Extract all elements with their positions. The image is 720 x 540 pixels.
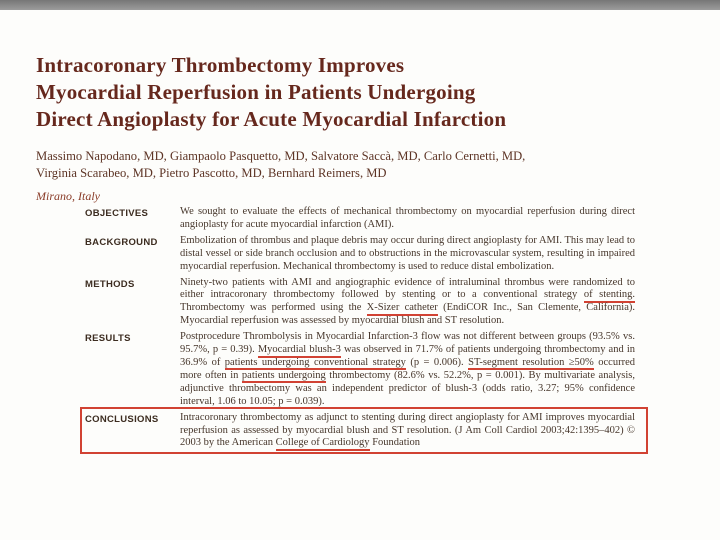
section-text-segment: Foundation	[369, 437, 421, 449]
section-text-segment: (EndiCOR Inc., San Clemente, California). Myocardial reperfusion was assessed by myocardial blush and ST resolution.	[180, 302, 635, 327]
abstract-section-row-boxed	[85, 412, 641, 451]
section-text	[180, 277, 635, 329]
scan-top-edge	[0, 0, 720, 10]
section-text	[180, 206, 635, 232]
red-underline-annotation: ST-segment resolution ≥50%	[468, 357, 594, 371]
section-text-segment: thrombectomy (82.6% vs. 52.2%, p = 0.001). By multivariate analysis, adjunctive thrombectomy was an independent predictor of blush-3 (odds ratio, 3.27; 95% confidence interval, 1.06 to 10.05; p = 0.039).	[180, 369, 635, 407]
article-title-line: Direct Angioplasty for Acute Myocardial Infarction	[36, 106, 507, 131]
section-text	[180, 412, 635, 451]
red-underline-annotation: X-Sizer catheter	[367, 302, 438, 316]
red-underline-annotation: of stenting.	[584, 289, 635, 303]
section-text-segment: (p = 0.006).	[405, 356, 469, 368]
section-text	[180, 235, 635, 274]
section-label: METHODS	[85, 278, 135, 290]
scanned-article-page	[0, 10, 720, 540]
section-label: OBJECTIVES	[85, 208, 149, 219]
section-text-segment: Embolization of thrombus and plaque debris may occur during direct angioplasty for AMI. This may lead to distal vessel or side branch occlusion and to obstructions in the microvascular system, resulting in impaired myocardial reperfusion. Mechanical thrombectomy is used to reduce distal embolization.	[180, 234, 635, 272]
red-underline-annotation: College of Cardiology	[276, 437, 370, 451]
section-label: CONCLUSIONS	[85, 413, 159, 425]
article-title	[36, 52, 720, 133]
section-text-segment: Postprocedure Thrombolysis in Myocardial Infarction-3 flow was not different between groups (93.5% vs. 95.7%, p = 0.39).	[180, 331, 635, 356]
red-underline-annotation: patients undergoing	[242, 370, 326, 384]
author-line: Massimo Napodano, MD, Giampaolo Pasquetto, MD, Salvatore Saccà, MD, Carlo Cernetti, MD,	[36, 148, 526, 163]
author-list	[36, 148, 720, 182]
section-text-segment: Intracoronary thrombectomy as adjunct to stenting during direct angioplasty for AMI improves myocardial reperfusion as assessed by myocardial blush and ST resolution. (J Am Coll Cardiol 2003;42:1395–402) © 2003 by the American	[180, 411, 635, 449]
structured-abstract	[85, 206, 641, 453]
section-text	[180, 331, 635, 408]
section-text-segment: Thrombectomy was performed using the	[180, 302, 367, 314]
section-text-segment: Ninety-two patients with AMI and angiographic evidence of intraluminal thrombus were randomized to either intracoronary thrombectomy followed by stenting or to a conventional strategy	[180, 276, 635, 301]
author-line: Virginia Scarabeo, MD, Pietro Pascotto, MD, Bernhard Reimers, MD	[36, 165, 387, 180]
section-text-segment: We sought to evaluate the effects of mechanical thrombectomy on myocardial reperfusion during direct angioplasty for acute myocardial infarction (AMI).	[180, 206, 635, 230]
abstract-section-row	[85, 331, 641, 408]
affiliation-location: Mirano, Italy	[36, 188, 100, 203]
abstract-section-row	[85, 277, 641, 329]
abstract-section-row	[85, 206, 641, 232]
section-label: BACKGROUND	[85, 236, 158, 248]
section-text-segment: occurred more often in	[180, 356, 635, 381]
abstract-section-row	[85, 235, 641, 274]
red-underline-annotation: Myocardial blush-3	[258, 344, 341, 358]
section-text-segment: was observed in 71.7% of patients undergoing thrombectomy and in 36.9% of	[180, 344, 635, 368]
red-underline-annotation: patients undergoing conventional strategy	[225, 357, 406, 371]
article-title-line: Intracoronary Thrombectomy Improves	[36, 53, 405, 77]
section-label: RESULTS	[85, 333, 131, 345]
article-title-line: Myocardial Reperfusion in Patients Undergoing	[36, 79, 476, 104]
